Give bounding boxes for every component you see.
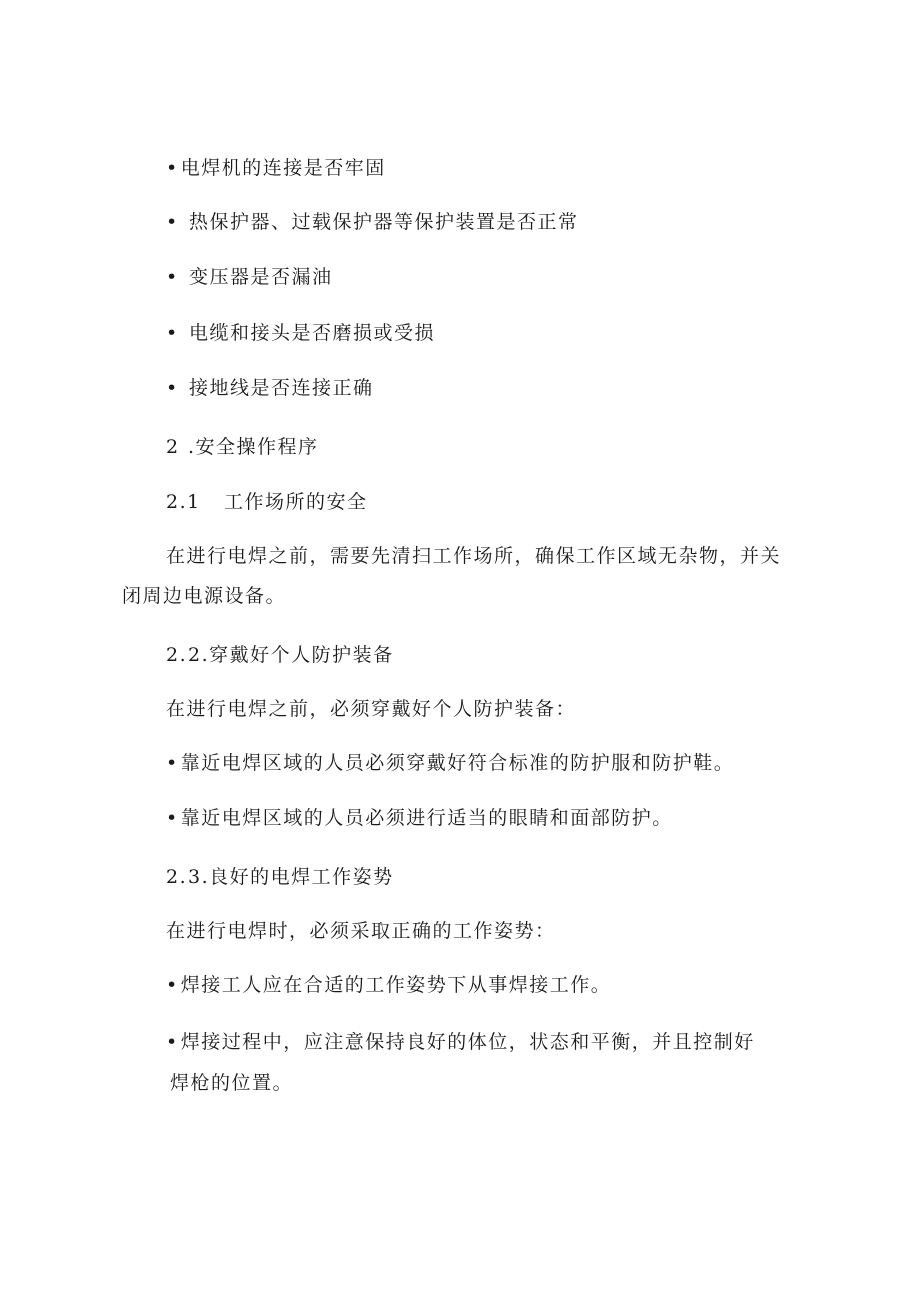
bullet-icon: • — [166, 1031, 179, 1053]
subsection-heading — [166, 643, 394, 667]
list-item-text: 焊接工人应在合适的工作姿势下从事焊接工作。 — [180, 974, 612, 996]
subsection-number: 2. — [166, 644, 188, 666]
check-item-text: 电缆和接头是否磨损或受损 — [189, 322, 436, 344]
subsection-heading — [166, 490, 368, 514]
paragraph-line: 在进行电焊之前，必须穿戴好个人防护装备： — [166, 698, 577, 720]
subsection-number: 2.1 — [166, 491, 201, 513]
check-item-text: 电焊机的连接是否牢固 — [180, 157, 386, 179]
paragraph-line: 在进行电焊时，必须采取正确的工作姿势： — [166, 920, 556, 942]
bullet-icon: • — [166, 266, 179, 288]
list-item-text: 靠近电焊区域的人员必须穿戴好符合标准的防护服和防护鞋。 — [180, 752, 735, 774]
subsection-number: 2. — [166, 866, 188, 888]
check-item-text: 变压器是否漏油 — [189, 266, 333, 288]
list-item-text: 焊接过程中，应注意保持良好的体位，状态和平衡，并且控制好 — [180, 1031, 755, 1053]
bullet-icon: • — [166, 211, 179, 233]
check-item-text: 接地线是否连接正确 — [189, 377, 374, 399]
bullet-icon: • — [166, 974, 179, 996]
subsection-title: 3.良好的电焊工作姿势 — [188, 866, 394, 888]
subsection-title: 2.穿戴好个人防护装备 — [188, 644, 394, 666]
bullet-icon: • — [166, 322, 179, 344]
subsection-title: 工作场所的安全 — [224, 491, 368, 513]
check-item-text: 热保护器、过载保护器等保护装置是否正常 — [189, 211, 579, 233]
section-number: 2 — [166, 436, 180, 458]
section-title: .安全操作程序 — [188, 436, 319, 458]
paragraph-line: 在进行电焊之前，需要先清扫工作场所，确保工作区域无杂物，并关 — [166, 545, 782, 567]
bullet-icon: • — [166, 377, 179, 399]
check-item — [166, 376, 374, 400]
check-item — [166, 321, 435, 345]
paragraph-line: 焊枪的位置。 — [170, 1072, 294, 1094]
list-item — [166, 806, 673, 830]
bullet-icon: • — [166, 807, 179, 829]
check-item — [166, 156, 386, 180]
bullet-icon: • — [166, 752, 179, 774]
list-item — [166, 1030, 755, 1054]
list-item — [166, 973, 611, 997]
paragraph-line: 闭周边电源设备。 — [122, 585, 287, 607]
bullet-icon: • — [166, 157, 179, 179]
list-item-text: 靠近电焊区域的人员必须进行适当的眼睛和面部防护。 — [180, 807, 673, 829]
section-heading — [166, 435, 319, 459]
check-item — [166, 265, 333, 289]
check-item — [166, 210, 579, 234]
subsection-heading — [166, 865, 394, 889]
list-item — [166, 751, 734, 775]
